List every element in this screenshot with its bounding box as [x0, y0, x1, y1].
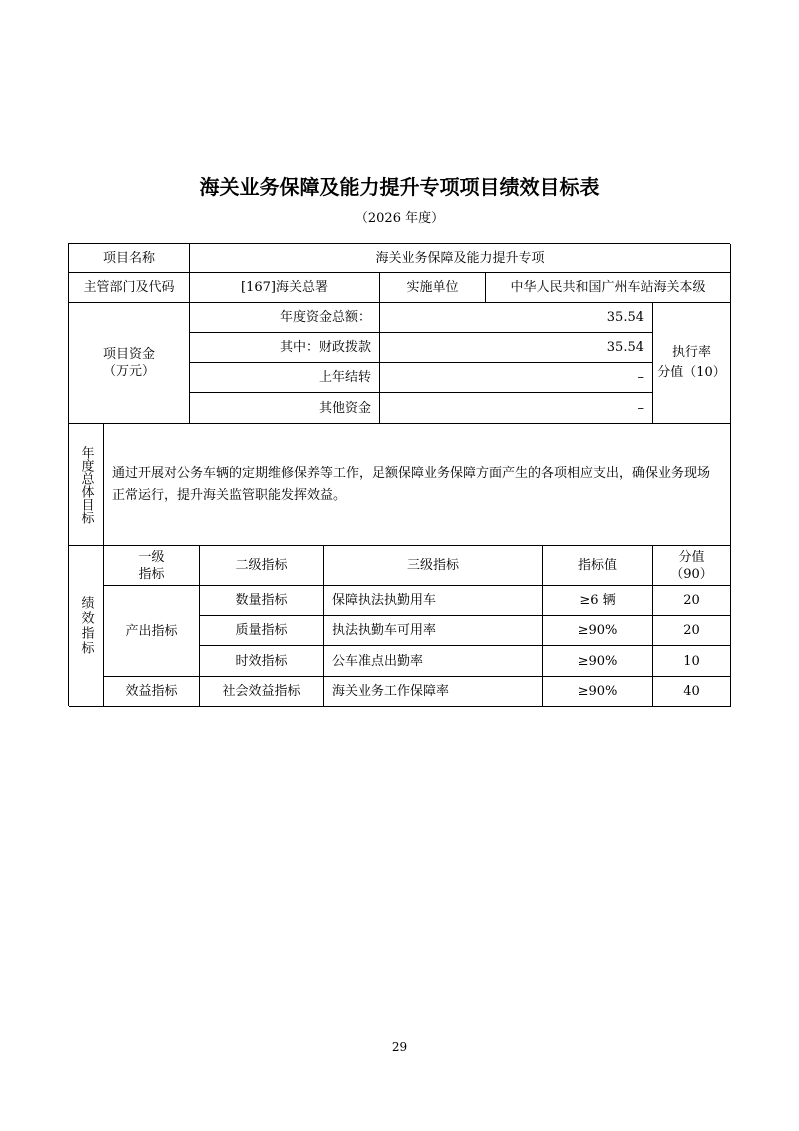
header-level2: 二级指标	[200, 546, 324, 586]
header-level3: 三级指标	[324, 546, 543, 586]
page-title: 海关业务保障及能力提升专项项目绩效目标表	[199, 175, 600, 199]
funds-total-label: 年度资金总额：	[190, 303, 380, 333]
funds-fiscal-value: 35.54	[380, 333, 653, 363]
row-indicator-value: ≥6 辆	[543, 586, 653, 616]
row-score: 20	[653, 586, 731, 616]
funds-total-value: 35.54	[380, 303, 653, 333]
row-level2: 质量指标	[200, 616, 324, 646]
funds-other-label: 其他资金	[190, 393, 380, 424]
row-level2: 社会效益指标	[200, 677, 324, 707]
annual-objective-text: 通过开展对公务车辆的定期维修保养等工作，足额保障业务保障方面产生的各项相应支出，确保业务现场正常运行，提升海关监管职能发挥效益。	[104, 424, 731, 546]
row-level2: 数量指标	[200, 586, 324, 616]
row-indicator-value: ≥90%	[543, 616, 653, 646]
row-score: 20	[653, 616, 731, 646]
row-indicator-value: ≥90%	[543, 646, 653, 677]
row-level2: 时效指标	[200, 646, 324, 677]
header-score: 分值 （90）	[653, 546, 731, 586]
page-number: 29	[391, 1040, 408, 1054]
row-level3: 海关业务工作保障率	[324, 677, 543, 707]
row-level3: 保障执法执勤用车	[324, 586, 543, 616]
header-level1: 一级 指标	[104, 546, 200, 586]
annual-objective-label: 年度总体目标	[69, 424, 104, 546]
output-indicators-label: 产出指标	[104, 586, 200, 677]
dept-value: [167]海关总署	[190, 273, 380, 303]
page-subtitle: （2026 年度）	[354, 211, 445, 226]
funds-other-value: –	[380, 393, 653, 424]
row-score: 10	[653, 646, 731, 677]
row-level3: 公车准点出勤率	[324, 646, 543, 677]
impl-unit-value: 中华人民共和国广州车站海关本级	[486, 273, 731, 303]
impl-unit-label: 实施单位	[380, 273, 486, 303]
dept-label: 主管部门及代码	[69, 273, 190, 303]
performance-target-table	[68, 243, 730, 706]
project-name-label: 项目名称	[69, 244, 190, 273]
benefit-indicators-label: 效益指标	[104, 677, 200, 707]
row-score: 40	[653, 677, 731, 707]
funds-label: 项目资金 （万元）	[69, 303, 190, 424]
exec-rate-score-label: 执行率 分值（10）	[653, 303, 731, 424]
row-indicator-value: ≥90%	[543, 677, 653, 707]
header-indicator-value: 指标值	[543, 546, 653, 586]
funds-fiscal-label: 其中：财政拨款	[190, 333, 380, 363]
project-name-value: 海关业务保障及能力提升专项	[190, 244, 731, 273]
funds-carryover-value: –	[380, 363, 653, 393]
funds-carryover-label: 上年结转	[190, 363, 380, 393]
row-level3: 执法执勤车可用率	[324, 616, 543, 646]
performance-indicators-label: 绩效指标	[69, 546, 104, 707]
